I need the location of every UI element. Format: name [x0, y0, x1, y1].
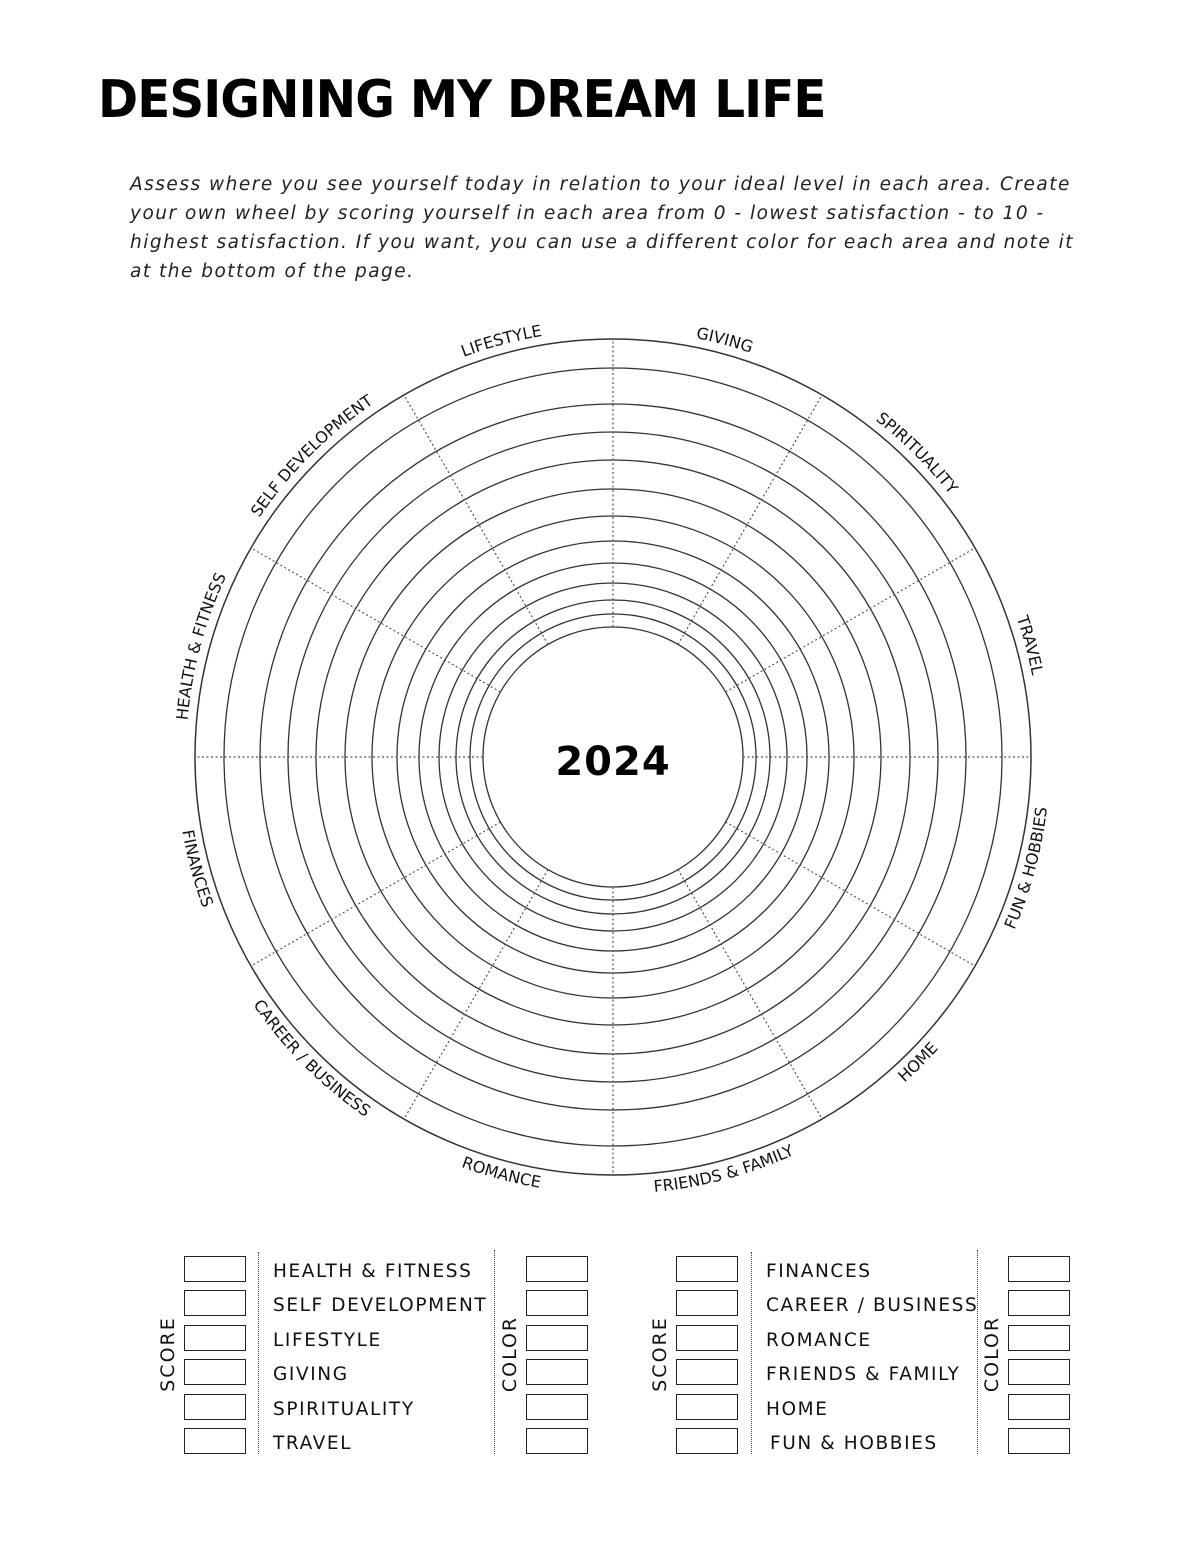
score-box[interactable]	[676, 1256, 738, 1282]
wheel-spoke	[404, 870, 548, 1119]
legend-item: HEALTH & FITNESS	[273, 1261, 473, 1282]
instructions-text: Assess where you see yourself today in relation to your ideal level in each area. Create your own wheel by scoring yourself in each area from 0 - lowest satisfaction - to 10 - highest satisfaction. If you want, you can use a different color for each area and note it at the bottom of the page.	[130, 174, 1075, 282]
score-heading-left: SCORE	[157, 1316, 179, 1392]
color-box[interactable]	[526, 1394, 588, 1420]
score-box[interactable]	[184, 1325, 246, 1351]
wheel-spoke	[678, 395, 822, 644]
legend-item: CAREER / BUSINESS	[766, 1295, 979, 1316]
wheel-segment-label: LIFESTYLE	[458, 321, 544, 361]
wheel-center-year: 2024	[555, 739, 671, 785]
legend-item: FINANCES	[766, 1261, 872, 1282]
score-box[interactable]	[184, 1428, 246, 1454]
wheel-segment-label: SPIRITUALITY	[872, 408, 962, 498]
color-box[interactable]	[1008, 1325, 1070, 1351]
color-box[interactable]	[526, 1359, 588, 1385]
score-box[interactable]	[676, 1394, 738, 1420]
score-box[interactable]	[676, 1428, 738, 1454]
wheel-segment-label: CAREER / BUSINESS	[249, 995, 375, 1121]
wheel-spoke	[251, 548, 500, 692]
wheel-segment-label: ROMANCE	[459, 1152, 543, 1192]
score-box[interactable]	[676, 1359, 738, 1385]
legend-item: HOME	[766, 1399, 829, 1420]
color-box[interactable]	[1008, 1256, 1070, 1282]
divider	[258, 1252, 259, 1454]
legend-item: SPIRITUALITY	[273, 1399, 415, 1420]
legend-item: ROMANCE	[766, 1330, 872, 1351]
divider	[751, 1252, 752, 1454]
divider	[494, 1250, 495, 1454]
wheel-segment-label: FRIENDS & FAMILY	[652, 1140, 797, 1197]
wheel-spoke	[726, 548, 975, 692]
score-heading-right: SCORE	[649, 1316, 671, 1392]
wheel-segment-label: TRAVEL	[1012, 612, 1047, 677]
score-box[interactable]	[676, 1290, 738, 1316]
wheel-spoke	[404, 395, 548, 644]
wheel-spoke	[726, 822, 975, 966]
legend-item: FUN & HOBBIES	[770, 1433, 938, 1454]
score-box[interactable]	[184, 1290, 246, 1316]
wheel-segment-label: HOME	[894, 1038, 942, 1086]
color-box[interactable]	[1008, 1394, 1070, 1420]
page-title: DESIGNING MY DREAM LIFE	[98, 70, 826, 130]
wheel-segment-label: GIVING	[694, 323, 756, 357]
wheel-segment-label: SELF DEVELOPMENT	[246, 390, 377, 521]
score-box[interactable]	[184, 1359, 246, 1385]
color-box[interactable]	[526, 1325, 588, 1351]
legend-item: SELF DEVELOPMENT	[273, 1295, 488, 1316]
color-box[interactable]	[526, 1290, 588, 1316]
legend-item: LIFESTYLE	[273, 1330, 382, 1351]
divider	[977, 1250, 978, 1454]
score-box[interactable]	[184, 1256, 246, 1282]
color-box[interactable]	[1008, 1359, 1070, 1385]
legend-item: TRAVEL	[273, 1433, 353, 1454]
wheel-segment-label: FINANCES	[178, 828, 218, 910]
color-box[interactable]	[526, 1256, 588, 1282]
wheel-segment-label: HEALTH & FITNESS	[172, 569, 230, 721]
legend-item: FRIENDS & FAMILY	[766, 1364, 961, 1385]
color-heading-right: COLOR	[981, 1315, 1003, 1393]
legend-item: GIVING	[273, 1364, 349, 1385]
wheel-segment-label: FUN & HOBBIES	[1000, 805, 1052, 932]
wheel-spoke	[251, 822, 500, 966]
score-box[interactable]	[184, 1394, 246, 1420]
wheel-spoke	[678, 870, 822, 1119]
color-heading-left: COLOR	[499, 1315, 521, 1393]
color-box[interactable]	[1008, 1428, 1070, 1454]
color-box[interactable]	[1008, 1290, 1070, 1316]
color-box[interactable]	[526, 1428, 588, 1454]
score-box[interactable]	[676, 1325, 738, 1351]
